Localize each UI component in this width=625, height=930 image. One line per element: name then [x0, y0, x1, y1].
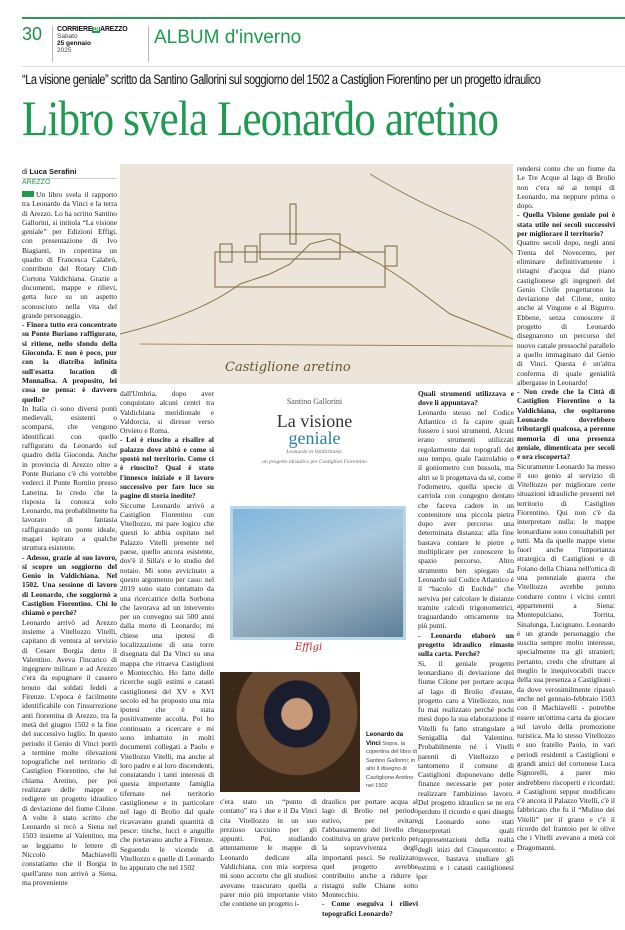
- book-title-line1: La visione: [276, 411, 353, 431]
- section-rule: [22, 66, 625, 67]
- article-column-2: [120, 389, 214, 872]
- date: 25 gennaio: [57, 40, 91, 47]
- article-column-6: [517, 164, 615, 852]
- dateline: AREZZO: [22, 179, 51, 186]
- book-subtitle-2: un progetto idraulico per Castiglion Fiorentino: [262, 459, 367, 465]
- answer: rendersi conto che un fiume da Le Tre Acque al lago di Brolio non c'era né ai tempi di Leonardo, ma neppure prima o dopo.: [517, 164, 615, 211]
- question: - Adesso, grazie al suo lavoro, si scopre un soggiorno del Genio in Valdichiana. Nel 1502. Una sessione di lavoro di Leonardo, che soggiornò a Castiglion Fiorentino. Chi lo chiamò e perché?: [22, 552, 117, 618]
- article-column-5: [418, 389, 514, 882]
- question: - Come eseguiva i rilievi topografici Leonardo?: [322, 899, 418, 918]
- question: - Finora tutto era concentrato su Ponte Buriano raffigurato, si ritiene, nello sfondo della Gioconda. E non è poco, pur con la diatriba infinita sull'esatta location di Monnalisa. A proposito, lei cosa ne pensa: è davvero quello?: [22, 320, 117, 404]
- answer: Leonardo arrivò ad Arezzo insieme a Vitellozzo Vitelli, capitano di ventura al servizio di Cesare Borgia detto il Valentino. Aveva l'incarico di ingegnere militare e ad Arezzo c'era da espugnare il cassero tenuto dai soldati fedeli a Firenze. L'epoca è facilmente identificabile con l'insurrezione anti fiorentina di Arezzo, tra la metà del giugno 1502 e la fine del successivo luglio. In questo periodo il Genio di Vinci portò a termine molte rilevazioni topografiche nel territorio di Castiglion Fiorentino, che lui chiama Aretino, per poi realizzare delle mappe e redigere un progetto idraulico di deviazione del fiume Cilone. A volte è stato scritto che Leonardo si recò a Siena nel 1503 insieme al Valentino, ma se leggiamo le lettere di Niccolò Machiavelli constatiamo che il Borgia in quell'anno non arrivò a Siena, ma proveniente: [22, 617, 117, 887]
- article-column-4: [322, 797, 418, 918]
- author-name: Luca Serafini: [29, 167, 77, 176]
- leonardo-portrait-image: [220, 672, 360, 792]
- article-column-1: [22, 190, 117, 887]
- answer: dall'Umbria, dopo aver conquistato alcuni centri tra Valdichiana meridionale e Valdorcia, si diresse verso Orvieto e Roma.: [120, 389, 214, 436]
- cover-painting-image: [230, 506, 406, 640]
- weekday: Sabato: [57, 33, 78, 40]
- book-author: Santino Gallorini: [286, 397, 343, 406]
- newspaper-logo: CORRIEREDIAREZZO: [57, 26, 128, 33]
- answer: draulico per portare acqua al lago di Brolio nel periodo estivo, per evitare l'abbassamento del livello che costituiva un grave pericolo per la sopravvivenza degli importanti pesci. Se realizzato quel progetto avrebbe contribuito anche a ridurre i ristagni sulle Chiane sotto Montecchio.: [322, 797, 418, 899]
- drawing-inscription: Castiglione aretino: [225, 360, 351, 375]
- answer: In Italia ci sono diversi ponti medievali, esistenti o scomparsi, che vengono identificati con quello raffigurato da Leonardo sul quadro della Gioconda. Anche in provincia di Arezzo oltre a Ponte Buriano c'è chi vorrebbe vederci il Ponte Romito presso Laterina. Io credo che la risposta la conosca solo Leonardo, ma probabilmente ha lavorato di fantasia raffigurando un ponte ideale, magari ispirato a qualche struttura esistente.: [22, 403, 117, 553]
- page-number: 30: [22, 24, 43, 44]
- answer: Sì, il geniale progetto leonardiano di deviazione del fiume Cilone per portare acqua al lago di Brolio d'estate, progetto caro a Vitellozzo, non fu mai realizzato perché pochi mesi dopo la sua elaborazione il Vitelli fu fatto strangolare a Senigallia dal Valentino. Probabilmente né i Vitelli parenti di Vitellozzo e tantomeno il comune di Castiglioni disponevano delle finanze necessarie per poter realizzare l'ambizioso lavoro. Del progetto idraulico se ne era perduto il ricordo e quei disegni di Leonardo sono stati interpretati quali rappresentazioni della realtà degli inizi del Cinquecento: e invece, bastava studiare gli estimi e i catasti castiglionesi per: [418, 658, 514, 882]
- castiglione-drawing-image: [120, 164, 513, 384]
- section-title: ALBUM d'inverno: [148, 26, 301, 62]
- answer: Sicuramente Leonardo ha messo il suo genio al servizio di Vitellozzo per migliorare certe situazioni idrauliche presenti nel territorio di Castiglion Fiorentino. Qui non c'è da interpretare nulla: le mappe leonardiane sono consultabili per tutti. Ma da quelle mappe viene fuori anche l'importanza strategica di Castiglioni e di Foiano della Chiana nell'ottica di una potenziale guerra che Vitellozzo avrebbe potuto condurre contro i vicini centri appartenenti a Siena: Montepulciano, Torrita, Sinalunga, Lucignano. Leonardo è un grande personaggio che suscita sempre molto interesse, specialmente tra gli stranieri; pertanto, credo che sfruttare al meglio le inequivocabili tracce della sua presenza a Castiglioni - da dove verosimilmente ripassò anche nel gennaio-febbraio 1503 con il Machiavelli - potrebbe essere un'ottima carta da giocare sul tavolo della promozione turistica. Ma lo stesso Vitellozzo e suo fratello Paolo, in vari periodi residenti a Castiglioni e grandi amici del cortonese Luca Signorelli, a parer mio andrebbero riscoperti e ricordati: a Castiglioni seppur modificato c'è ancora il Palazzo Vitelli, c'è il fabbricato che fu il “Mulino dei Vitelli” per il grano e c'è il ricordo del frantoio per le olive che i Vitelli avevano a metà coi Dragomanni.: [517, 461, 615, 852]
- answer: Quattro secoli dopo, negli anni Trenta del Novecento, per eliminare definitivamente i ristagni d'acqua dal piano castiglionese gli ingegneri del Genio Civile progettarono la deviazione del Cilone, unito anche al Vingone e al Bigurro. Ebbene, senza conoscere il progetto di Leonardo disegnarono un percorso del nuovo canale pressoché parallelo a quello immaginato dal Genio di Vinci. Questa è un'altra conferma di quale genialità albergasse in Leonardo!: [517, 238, 615, 387]
- masthead: [52, 26, 128, 62]
- image-caption: Leonardo da Vinci Sopra, la copertina del libro di Santino Gallorini; in alto il disegno di Castiglione Aretino nel 1502: [366, 731, 417, 789]
- article-column-3: [220, 797, 317, 909]
- question: Quali strumenti utilizzava e dove li appuntava?: [418, 389, 514, 408]
- lead-paragraph: Un libro svela il rapporto tra Leonardo da Vinci e la terra di Arezzo. Lo ha scritto Santino Gallorini, si intitola “La visione geniale” per Edizioni Effigi, con presentazione di Ivo Biagianti, in copertina un quadro di Francesca Calabrò, contributo del Rotary Club Cortona Valdichiana. Grazie a documenti, mappe e rilievi, getta luce su un aspetto sconosciuto nella vita del grande personaggio.: [22, 190, 117, 320]
- answer: Siccome Leonardo arrivò a Castiglion Fiorentino con Vitellozzo, mi pare logico che questi lo abbia ospitato nel Palazzo Vitelli presente nel paese, quello ancora esistente, dov'è il Silla's e lo studio del notaio. Mi sono avvicinato a questo argomento per caso: nel 2019 sono stato contattato da una ricercatrice della Sorbona che lavorava ad un intervento per un convegno sui 500 anni dalla morte di Leonardo; mi chiese una ipotesi di localizzazione di una torre disegnata dal Da Vinci su una mappa che ritraeva Castiglioni e Montecchio. Ho fatto delle ricerche sugli estimi e catasti castiglionesi del XV e XVI secolo ed ho proposto una mia ipotesi che è stata positivamente accolta. Poi ho continuato a ricercare e mi sono imbattuto in molti documenti collegati a Paolo e Vitellozzo Vitelli, ma anche al loro padre e ai loro discendenti, constatando i tanti interessi di questa importante famiglia tifernate nel territorio castiglionese e in particolare nel lago di Brolio dal quale ricavavano grandi quantità di pesce: tinche, lucci e anguille che portavano anche a Firenze. Seguendo le vicende di Vitellozzo e quelle di Leonardo ho appurato che nel 1502: [120, 500, 214, 873]
- question: - Leonardo elaborò un progetto idraulico rimasto sulla carta. Perché?: [418, 630, 514, 659]
- article-kicker: “La visione geniale” scritto da Santino Gallorini sul soggiorno del 1502 a Castiglion Fiorentino per un progetto idraulico: [22, 72, 541, 87]
- question: - Non crede che la Città di Castiglion Fiorentino o la Valdichiana, che ospitarono Leonardo dovrebbero tributargli qualcosa, a perenne memoria di una presenza geniale, dimenticata per secoli e ora riscoperta?: [517, 387, 615, 462]
- article-headline: Libro svela Leonardo aretino: [22, 90, 499, 146]
- question: - Quella Visione geniale poi è stata utile nei secoli successivi per migliorare il territorio?: [517, 210, 615, 239]
- top-rule: [22, 17, 625, 19]
- book-subtitle-1: Leonardo in Valdichiana:: [286, 449, 343, 455]
- publisher-logo: Effigi: [295, 642, 323, 653]
- year: 2025: [57, 47, 72, 54]
- byline: di Luca Serafini: [22, 167, 117, 179]
- answer: c'era stato un “punto di contatto” tra i due e il Da Vinci cita Vitellozzo in un suo prezioso taccuino per gli appunti. Poi, studiando attentamente le mappe di Leonardo dedicate alla Valdichiana, con mia sorpresa mi sono accorto che gli studiosi avevano trascurato quella a parer mio più importante visto che contiene un progetto i-: [220, 797, 317, 909]
- answer: Leonardo stesso nel Codice Atlantico ci fa capire quali fossero i suoi strumenti. Alcuni erano strumenti utilizzati regolarmente dai topografi del suo tempo, quale l'astrolabio o il goniometro con bussola, ma altri se li progettava da sé, come l'odometro, quella specie di carriola con congegno dentato che faceva cadere in un contenitore una piccola pietra dopo aver percorso una determinata distanza: alla fine bastava contare le pietre e moltiplicare per conoscere lo spazio percorso. Altro strumento ben spiegato da Leonardo sul Codice Atlantico è il “bacolo di Euclide” che serviva per calcolare le distanze tramite calcoli trigonometrici, traguardando otticamente tra più punti.: [418, 407, 514, 631]
- lead-marker: [22, 191, 34, 197]
- question: - Lei è riuscito a risalire al palazzo dove abitò e come si spostò nel territorio. Come ci è riuscito? Qual è stato l'innesco iniziale e il lavoro successivo per fare luce su pagine di storia inedite?: [120, 435, 214, 501]
- book-title-line2: geniale: [288, 428, 341, 448]
